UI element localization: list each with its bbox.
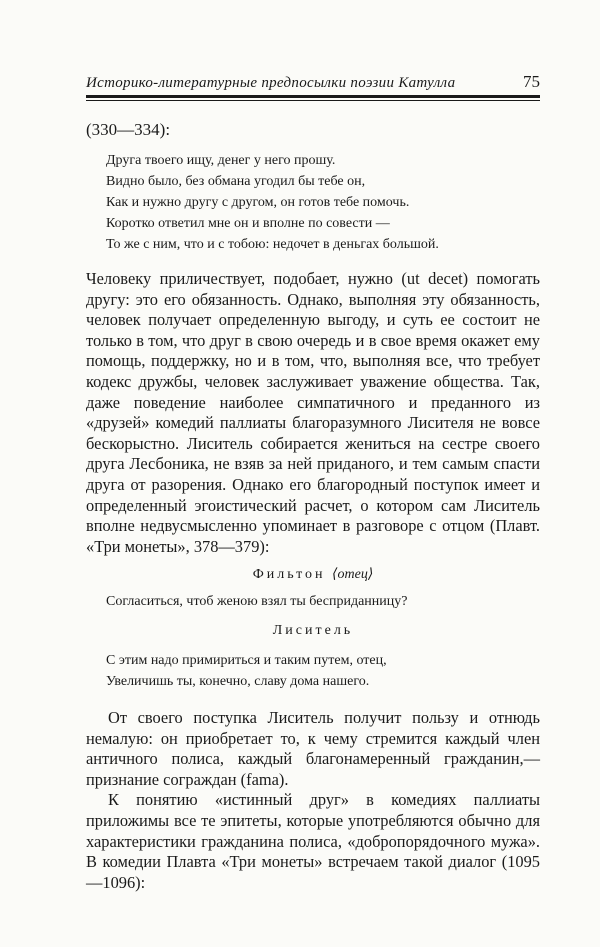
body-paragraphs-2 xyxy=(86,708,540,893)
speaker-heading-lisitel xyxy=(86,623,540,639)
dialogue-line: Согласиться, чтоб женою взял ты бесприданницу? xyxy=(106,594,408,609)
speaker-role: ⟨отец⟩ xyxy=(332,567,374,582)
verse-line: Как и нужно другу с другом, он готов тебе помочь. xyxy=(106,195,410,210)
speaker-heading-filton xyxy=(86,566,540,583)
body-paragraph-1 xyxy=(86,269,540,557)
speaker-name: Лиситель xyxy=(272,623,354,638)
paragraph-text: От своего поступка Лиситель получит пользу и отнюдь немалую: он приобретает то, к чему стремится каждый член античного полиса, каждый благонамеренный гражданин,— признание сограждан (fama). xyxy=(86,708,540,789)
verse-quote-1 xyxy=(106,150,439,255)
verse-line: Видно было, без обмана угодил бы тебе он, xyxy=(106,174,366,189)
verse-line: То же с ним, что и с тобою: недочет в деньгах большой. xyxy=(106,237,439,252)
verse-line: Друга твоего ищу, денег у него прошу. xyxy=(106,153,336,168)
dialogue-line: С этим надо примириться и таким путем, отец, xyxy=(106,653,387,668)
running-header xyxy=(86,72,540,92)
page-number: 75 xyxy=(523,72,540,91)
dialogue-line: Увеличишь ты, конечно, славу дома нашего. xyxy=(106,674,370,689)
speaker-name: Фильтон xyxy=(252,567,326,582)
citation-reference: (330—334): xyxy=(86,120,171,139)
verse-quote-2 xyxy=(106,650,387,692)
header-rule-thin xyxy=(86,100,540,101)
running-title: Историко-литературные предпосылки поэзии Катулла xyxy=(86,75,456,91)
header-rule-thick xyxy=(86,95,540,98)
verse-line: Коротко ответил мне он и вполне по совести — xyxy=(106,216,390,231)
paragraph-text: Человеку приличествует, подобает, нужно (ut decet) помогать другу: это его обязанность. Однако, выполняя эту обязанность, человек получает определенную выгоду, и суть ее состоит не только в том, что друг в свою очередь и в свое время окажет ему помощь, поддержку, но и в том, что, выполняя все, что требует кодекс дружбы, человек заслуживает уважение общества. Так, даже поведение наиболее симпатичного и преданного из «друзей» комедий паллиаты благоразумного Лисителя не вовсе бескорыстно. Лиситель собирается жениться на сестре своего друга Лесбоника, не взяв за ней приданого, и тем самым спасти друга от разорения. Однако его благородный поступок имеет и определенный эгоистический расчет, о котором сам Лиситель вполне недвусмысленно упоминает в разговоре с отцом (Плавт. «Три монеты», 378—379): xyxy=(86,269,540,556)
paragraph-text: К понятию «истинный друг» в комедиях паллиаты приложимы все те эпитеты, которые употребляются обычно для характеристики гражданина полиса, «добропорядочного мужа». В комедии Плавта «Три монеты» встречаем такой диалог (1095—1096): xyxy=(86,790,540,892)
